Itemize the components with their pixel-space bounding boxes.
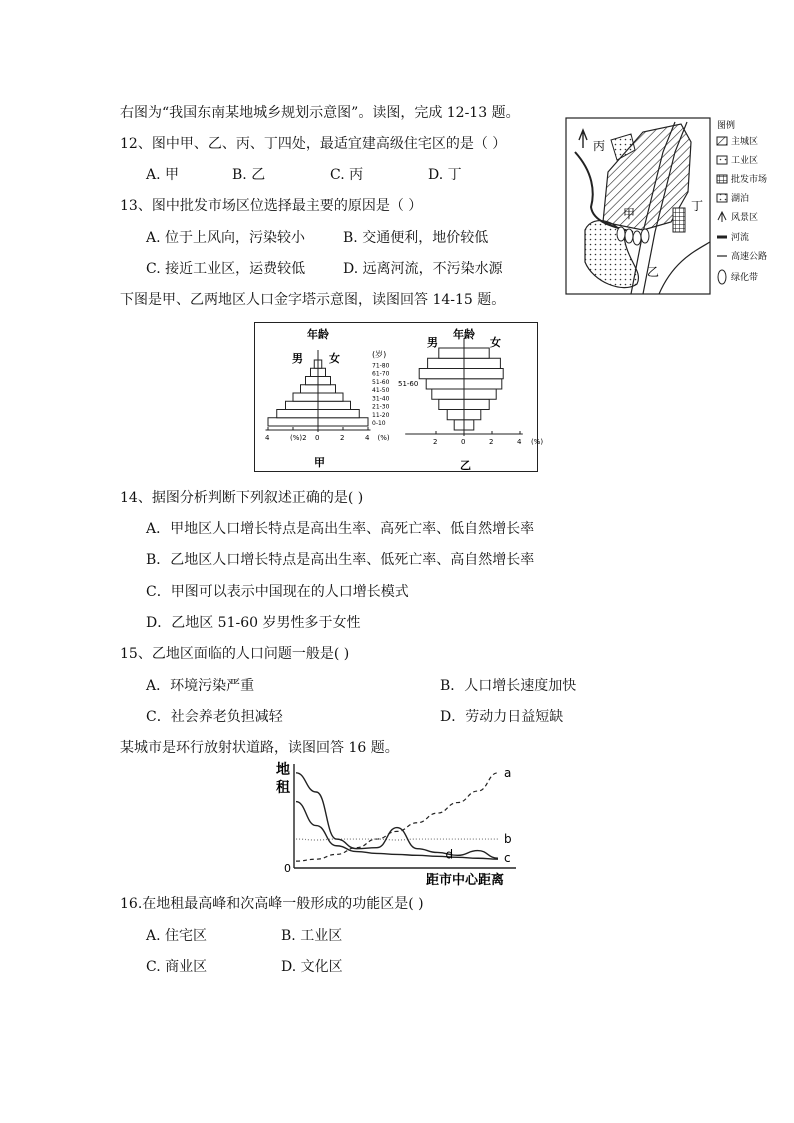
pyramid-jia-female: 女	[329, 352, 340, 365]
pyramid-jia-bar-female-31-40	[318, 393, 343, 401]
rent-xlabel: 距市中心距离	[426, 873, 505, 888]
legend-industrial: 工业区	[731, 156, 759, 166]
q13-option-b: B. 交通便利，地价较低	[343, 230, 489, 246]
legend-highway: 高速公路	[731, 252, 768, 262]
legend-market: 批发市场	[731, 175, 768, 185]
pyramid-jia-bar-female-61-70	[318, 368, 326, 376]
pyramid-yi-bar-female-41-50	[464, 379, 502, 389]
land-rent-chart	[270, 758, 526, 890]
intro-16: 某城市是环行放射状道路，读图回答 16 题。	[120, 740, 399, 756]
rent-ylabel-1: 地	[276, 762, 290, 778]
label-jia: 甲	[623, 207, 636, 221]
pyramid-jia-bar-male-21-30	[286, 401, 319, 409]
pyramid-yi-bar-male-61-70	[428, 358, 464, 368]
pyramid-yi-bar-male-71-80	[439, 348, 464, 358]
q13-stem: 13、图中批发市场区位选择最主要的原因是（ ）	[120, 198, 423, 214]
q13-option-d: D. 远离河流，不污染水源	[343, 261, 503, 277]
rent-curve-b	[296, 839, 498, 840]
pyramid-jia-bar-male-31-40	[293, 393, 318, 401]
pyramid-yi-bar-female-21-30	[464, 399, 489, 409]
q14-option-a: A．甲地区人口增长特点是高出生率、高死亡率、低自然增长率	[146, 521, 535, 537]
pyramid-jia-tick-label: 4	[365, 434, 370, 442]
label-ding: 丁	[691, 199, 704, 213]
pyramid-yi-bar-female-61-70	[464, 358, 500, 368]
pyramid-yi-bar-female-31-40	[464, 389, 496, 399]
pyramid-yi-bar-female-0-10	[464, 420, 474, 430]
rent-curve-label-b: b	[504, 832, 512, 847]
pyramid-jia-bar-female-71-80	[318, 360, 322, 368]
pyramid-yi-bar-male-41-50	[426, 379, 464, 389]
pyramid-yi-bar-female-71-80	[464, 348, 489, 358]
q15-option-b: B．人口增长速度加快	[440, 678, 577, 694]
pyramid-yi-bar-female-51-60	[464, 369, 503, 379]
pyramid-yi-male: 男	[427, 336, 438, 349]
q12-option-a: A. 甲	[146, 167, 180, 183]
pyramid-jia-bar-male-0-10	[268, 418, 318, 426]
pyramid-jia-axis-label: 年龄	[307, 328, 329, 341]
pyramid-yi-bar-male-0-10	[454, 420, 464, 430]
pyramid-yi-bar-male-51-60	[419, 369, 464, 379]
rent-curve-label-d: d	[445, 847, 454, 862]
pyramid-yi-bar-male-31-40	[432, 389, 464, 399]
rent-ylabel-2: 租	[276, 780, 290, 796]
pyramid-jia-tick-label: (%)	[377, 434, 390, 442]
q15-option-c: C．社会养老负担减轻	[146, 709, 283, 725]
pyramid-yi-tick-label: 4	[517, 438, 522, 446]
pyramid-yi-axis-label: 年龄	[453, 328, 475, 341]
label-bing: 丙	[593, 139, 606, 153]
pyramid-age-label: 0-10	[372, 420, 386, 427]
q16-option-c: C. 商业区	[146, 959, 208, 975]
q16-option-b: B. 工业区	[281, 928, 343, 944]
legend-main-city: 主城区	[731, 137, 759, 147]
pyramid-jia-bar-male-41-50	[301, 385, 319, 393]
wholesale-market	[673, 208, 685, 232]
pyramid-jia-bar-female-21-30	[318, 401, 351, 409]
pyramid-age-label: 41-50	[372, 387, 390, 394]
q13-option-c: C. 接近工业区，运费较低	[146, 261, 306, 277]
pyramid-jia-bar-male-11-20	[277, 410, 318, 418]
legend-scenic: 风景区	[731, 213, 759, 223]
label-yi: 乙	[647, 265, 660, 279]
pyramid-jia-caption: 甲	[314, 456, 325, 469]
q15-option-a: A．环境污染严重	[146, 678, 255, 694]
pyramid-jia-bar-female-0-10	[318, 418, 368, 426]
pyramid-yi-tick-label: 0	[461, 438, 466, 446]
q12-option-d: D. 丁	[428, 167, 462, 183]
pyramid-jia-bar-female-11-20	[318, 410, 359, 418]
q14-option-c: C．甲图可以表示中国现在的人口增长模式	[146, 584, 409, 600]
q14-option-b: B．乙地区人口增长特点是高出生率、低死亡率、高自然增长率	[146, 552, 535, 568]
q14-option-d: D．乙地区 51-60 岁男性多于女性	[146, 615, 361, 631]
pyramid-yi-tick-label: 2	[489, 438, 494, 446]
q14-stem: 14、据图分析判断下列叙述正确的是( )	[120, 490, 364, 506]
q12-option-c: C. 丙	[330, 167, 364, 183]
q12-option-b: B. 乙	[232, 167, 266, 183]
pyramid-yi-female: 女	[490, 336, 501, 349]
legend-lake: 湖泊	[731, 194, 750, 204]
legend-greenbelt-icon	[718, 270, 726, 284]
pyramid-age-label: 51-60	[372, 378, 390, 386]
legend-greenbelt: 绿化带	[731, 273, 759, 283]
pyramid-yi-tick-label: 2	[433, 438, 438, 446]
pyramid-jia-male: 男	[292, 352, 303, 365]
rent-curve-label-c: c	[504, 851, 511, 866]
legend-title: 图例	[717, 121, 736, 131]
intro-12-13: 右图为“我国东南某地城乡规划示意图”。读图，完成 12-13 题。	[120, 105, 520, 121]
pyramid-yi-bar-male-21-30	[439, 399, 464, 409]
q15-option-d: D．劳动力日益短缺	[440, 709, 564, 725]
q13-option-a: A. 位于上风向，污染较小	[146, 230, 306, 246]
pyramid-jia-tick-label: 2	[340, 434, 345, 442]
pyramid-jia-bar-male-61-70	[311, 368, 319, 376]
pyramid-yi-bar-female-11-20	[464, 410, 481, 420]
pyramid-age-label: 21-30	[372, 403, 390, 411]
legend-river: 河流	[731, 233, 750, 243]
rent-curve-label-a: a	[504, 765, 512, 780]
pyramid-jia-bar-male-51-60	[306, 377, 319, 385]
pyramid-jia-bar-male-71-80	[314, 360, 318, 368]
rent-curve-d	[296, 802, 498, 860]
pyramid-age-label: 71-80	[372, 362, 390, 370]
q16-option-a: A. 住宅区	[146, 928, 208, 944]
pyramid-age-label: 31-40	[372, 395, 390, 403]
q15-stem: 15、乙地区面临的人口问题一般是( )	[120, 646, 350, 662]
rent-curves	[296, 766, 512, 865]
pyramid-yi-bar-male-11-20	[447, 410, 464, 420]
pyramid-age-label: 11-20	[372, 411, 390, 419]
pyramid-jia-bar-female-51-60	[318, 377, 331, 385]
pyramid-yi-age-label: 51-60	[398, 380, 419, 388]
population-pyramids	[254, 322, 544, 472]
rent-curve-c	[296, 773, 498, 858]
pyramid-jia-tick-label: (%)2	[290, 434, 307, 442]
intro-14-15: 下图是甲、乙两地区人口金字塔示意图，读图回答 14-15 题。	[120, 292, 506, 308]
q16-option-d: D. 文化区	[281, 959, 343, 975]
q12-stem: 12、图中甲、乙、丙、丁四处，最适宜建高级住宅区的是（ ）	[120, 136, 507, 152]
legend-main-city-icon	[717, 137, 727, 145]
pyramid-yi-caption: 乙	[460, 459, 471, 472]
pyramid-jia-tick-label: 0	[315, 434, 320, 442]
rent-origin: 0	[284, 862, 291, 875]
legend-industrial-icon	[717, 156, 727, 164]
city-plan-map	[563, 112, 768, 298]
legend-lake-icon	[717, 194, 727, 202]
pyramid-unit-years: (岁)	[372, 350, 387, 359]
pyramid-age-label: 61-70	[372, 370, 390, 378]
pyramid-jia-bar-female-41-50	[318, 385, 336, 393]
legend-scenic-icon	[718, 212, 726, 222]
pyramid-yi-tick-label: (%)	[531, 438, 544, 446]
pyramid-jia-tick-label: 4	[265, 434, 270, 442]
legend-market-icon	[717, 175, 727, 183]
q16-stem: 16.在地租最高峰和次高峰一般形成的功能区是( )	[120, 896, 424, 912]
